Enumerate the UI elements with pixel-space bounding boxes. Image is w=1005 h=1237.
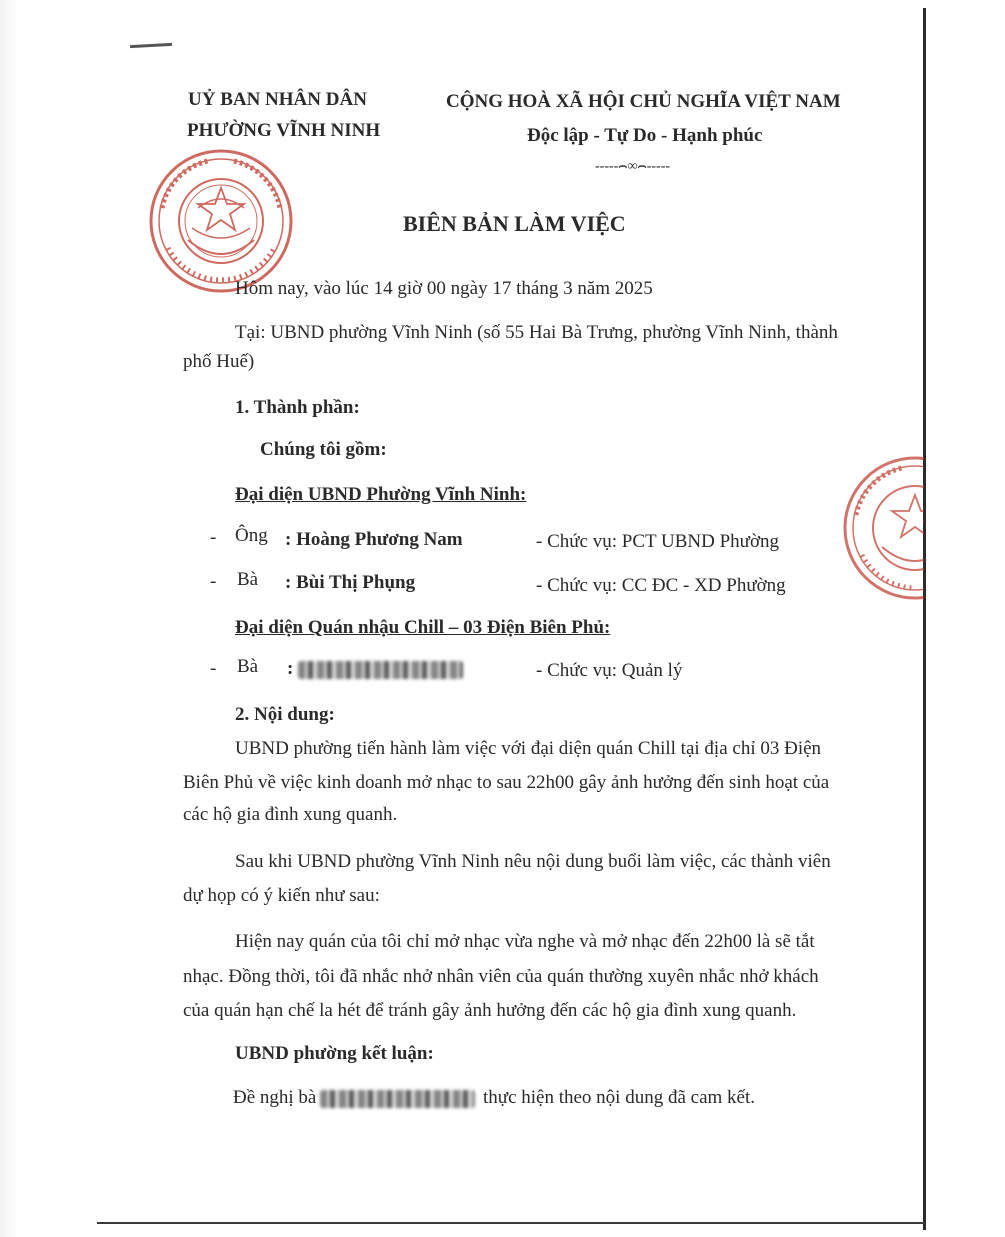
official-seal-left bbox=[148, 148, 294, 294]
paragraph-line: UBND phường tiến hành làm việc với đại diện quán Chill tại địa chỉ 03 Điện bbox=[235, 738, 822, 759]
member-name-prefix: : bbox=[287, 658, 294, 679]
section1-subheading: Chúng tôi gồm: bbox=[260, 439, 387, 460]
header-separator: -----⌢∞⌢----- bbox=[595, 159, 671, 174]
member-name: : Hoàng Phương Nam bbox=[285, 529, 463, 550]
official-seal-right bbox=[842, 455, 924, 601]
member-title: Bà bbox=[237, 569, 259, 590]
meeting-time: Hôm nay, vào lúc 14 giờ 00 ngày 17 tháng 3 năm 2025 bbox=[235, 278, 653, 299]
redacted-name bbox=[298, 661, 463, 679]
member-title: Bà bbox=[237, 656, 259, 677]
document-title: BIÊN BẢN LÀM VIỆC bbox=[403, 211, 626, 236]
conclusion-prefix: Đề nghị bà bbox=[233, 1087, 317, 1108]
section2-heading: 2. Nội dung: bbox=[235, 704, 335, 725]
member-role: - Chức vụ: PCT UBND Phường bbox=[536, 531, 780, 552]
national-title: CỘNG HOÀ XÃ HỘI CHỦ NGHĨA VIỆT NAM bbox=[446, 91, 841, 112]
section1-heading: 1. Thành phần: bbox=[235, 397, 360, 418]
member-dash: - bbox=[210, 658, 217, 679]
member-role: - Chức vụ: Quản lý bbox=[536, 660, 683, 681]
ink-mark bbox=[130, 43, 172, 48]
paragraph-line: Hiện nay quán của tôi chỉ mở nhạc vừa nghe và mở nhạc đến 22h00 là sẽ tắt bbox=[235, 931, 815, 952]
member-role: - Chức vụ: CC ĐC - XD Phường bbox=[536, 575, 786, 596]
paragraph-line: nhạc. Đồng thời, tôi đã nhắc nhở nhân viên của quán thường xuyên nhắc nhở khách bbox=[183, 966, 819, 987]
agency-name-line2: PHƯỜNG VĨNH NINH bbox=[187, 120, 381, 141]
redacted-name bbox=[320, 1090, 475, 1108]
group2-title: Đại diện Quán nhậu Chill – 03 Điện Biên Phủ: bbox=[235, 617, 611, 638]
page-edge-right bbox=[923, 8, 926, 1230]
meeting-place-line1: Tại: UBND phường Vĩnh Ninh (số 55 Hai Bà Trưng, phường Vĩnh Ninh, thành bbox=[235, 322, 838, 343]
page-edge-bottom bbox=[97, 1222, 925, 1224]
paragraph-line: Biên Phủ về việc kinh doanh mở nhạc to sau 22h00 gây ảnh hưởng đến sinh hoạt của bbox=[183, 772, 830, 793]
meeting-place-line2: phố Huế) bbox=[183, 351, 255, 372]
member-title: Ông bbox=[235, 525, 268, 546]
paragraph-line: dự họp có ý kiến như sau: bbox=[183, 885, 380, 906]
member-dash: - bbox=[210, 571, 217, 592]
page-shadow bbox=[0, 0, 18, 1237]
conclusion-suffix: thực hiện theo nội dung đã cam kết. bbox=[483, 1087, 756, 1108]
agency-name-line1: UỶ BAN NHÂN DÂN bbox=[188, 89, 367, 110]
paragraph-line: của quán hạn chế la hét để tránh gây ảnh hưởng đến các hộ gia đình xung quanh. bbox=[183, 1000, 797, 1021]
conclusion-heading: UBND phường kết luận: bbox=[235, 1043, 434, 1064]
national-motto: Độc lập - Tự Do - Hạnh phúc bbox=[527, 125, 763, 146]
paragraph-line: các hộ gia đình xung quanh. bbox=[183, 804, 398, 825]
group1-title: Đại diện UBND Phường Vĩnh Ninh: bbox=[235, 484, 527, 505]
paragraph-line: Sau khi UBND phường Vĩnh Ninh nêu nội dung buổi làm việc, các thành viên bbox=[235, 851, 831, 872]
member-name: : Bùi Thị Phụng bbox=[285, 572, 416, 593]
member-dash: - bbox=[210, 527, 217, 548]
